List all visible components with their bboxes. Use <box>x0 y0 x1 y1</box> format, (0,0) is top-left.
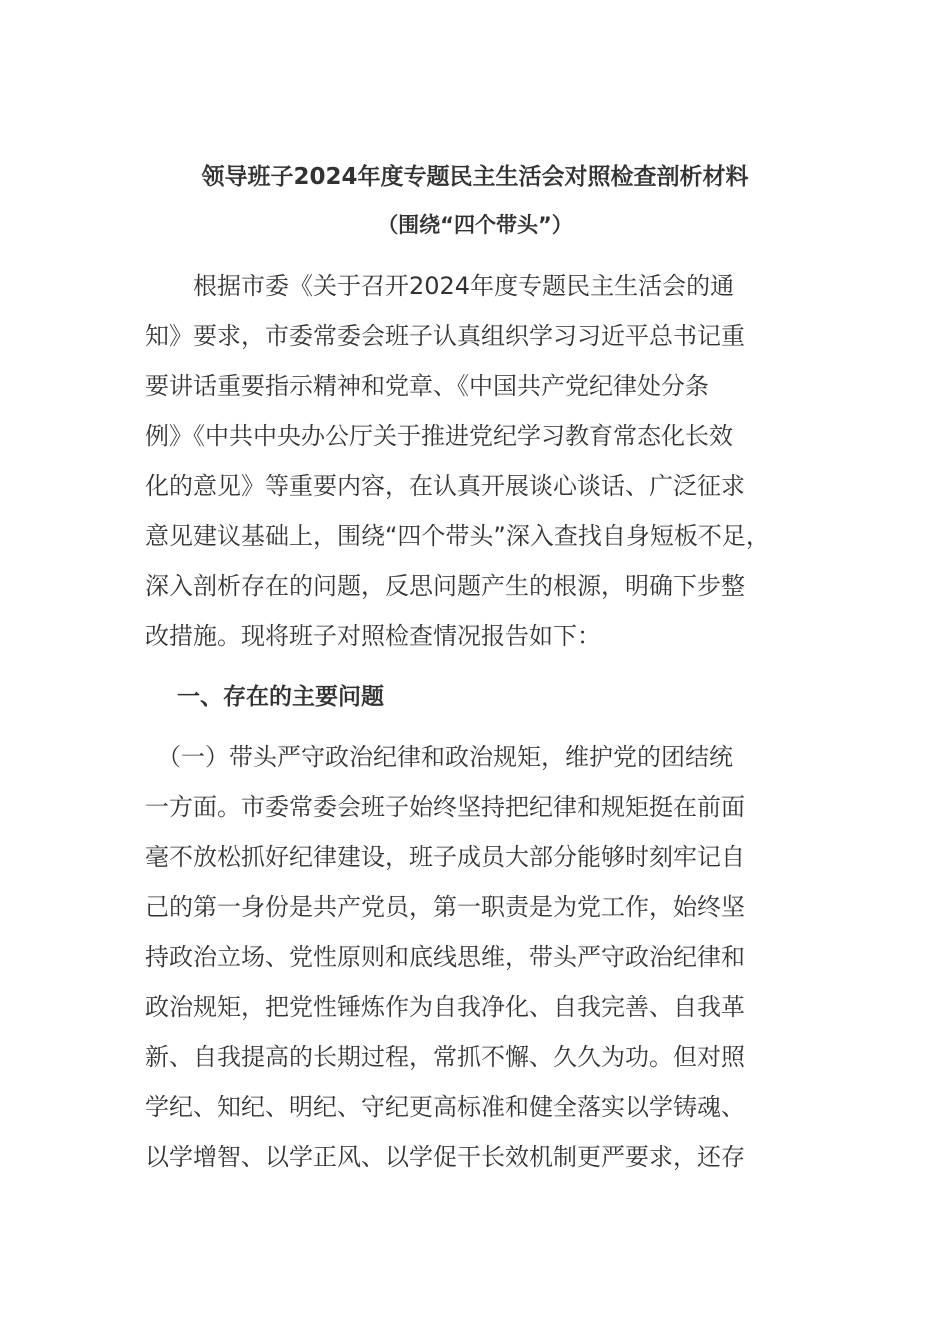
intro-line: 改措施。现将班子对照检查情况报告如下： <box>145 622 601 650</box>
section-line: 政治规矩，把党性锤炼作为自我净化、自我完善、自我革 <box>145 993 745 1021</box>
intro-line: 要讲话重要指示精神和党章、《中国共产党纪律处分条 <box>145 372 709 400</box>
intro-line: 根据市委《关于召开2024年度专题民主生活会的通 <box>145 272 735 300</box>
intro-line: 化的意见》等重要内容，在认真开展谈心谈话、广泛征求 <box>145 472 745 500</box>
section-line: 持政治立场、党性原则和底线思维，带头严守政治纪律和 <box>145 943 745 971</box>
section-line: 一方面。市委常委会班子始终坚持把纪律和规矩挺在前面 <box>145 793 745 821</box>
intro-paragraph <box>145 261 770 661</box>
intro-line: 例》《中共中央办公厅关于推进党纪学习教育常态化长效 <box>145 422 733 450</box>
section-line: 毫不放松抓好纪律建设，班子成员大部分能够时刻牢记自 <box>145 843 745 871</box>
document-subtitle: （围绕“四个带头”） <box>377 213 573 237</box>
intro-line: 深入剖析存在的问题，反思问题产生的根源，明确下步整 <box>145 572 745 600</box>
section-line: （一）带头严守政治纪律和政治规矩，维护党的团结统 <box>145 743 733 771</box>
section-line: 己的第一身份是共产党员，第一职责是为党工作，始终坚 <box>145 893 745 921</box>
intro-line: 知》要求，市委常委会班子认真组织学习习近平总书记重 <box>145 322 745 350</box>
document-title: 领导班子2024年度专题民主生活会对照检查剖析材料 <box>201 164 749 190</box>
section-paragraph <box>145 732 745 1182</box>
section-heading: 一、存在的主要问题 <box>177 684 384 710</box>
intro-line: 意见建议基础上，围绕“四个带头”深入查找自身短板不足， <box>145 522 770 550</box>
section-line: 学纪、知纪、明纪、守纪更高标准和健全落实以学铸魂、 <box>145 1093 745 1121</box>
section-line: 新、自我提高的长期过程，常抓不懈、久久为功。但对照 <box>145 1043 745 1071</box>
section-line: 以学增智、以学正风、以学促干长效机制更严要求，还存 <box>145 1143 745 1171</box>
